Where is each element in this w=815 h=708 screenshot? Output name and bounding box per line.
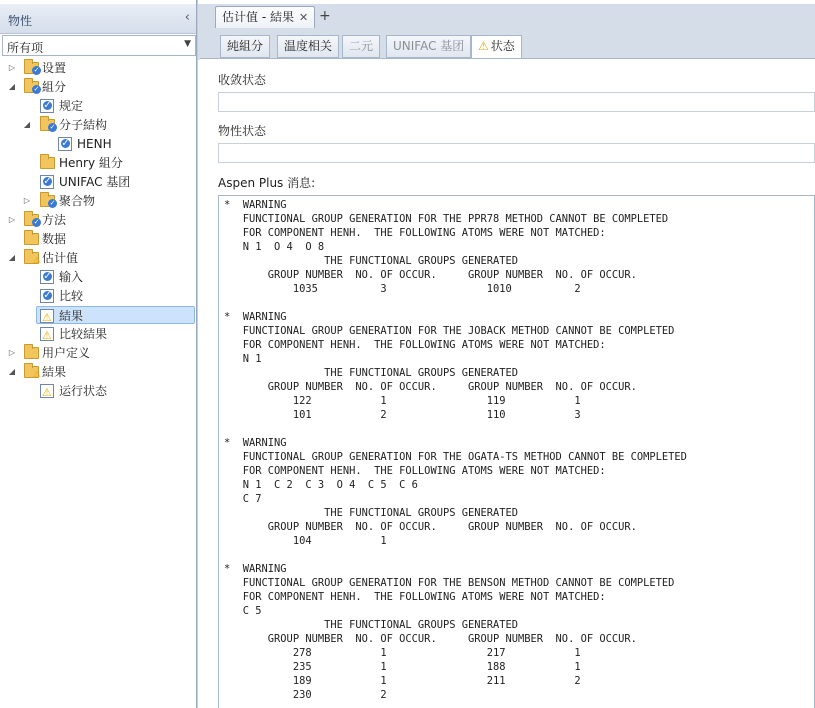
expand-arrow-icon[interactable]: ▷ [23,196,31,205]
folder-icon [24,347,39,359]
tree-item-results-selected[interactable] [36,306,195,324]
tree-item-label: 规定 [59,99,84,113]
collapse-pane-icon[interactable]: ‹ [184,10,190,25]
chevron-down-icon: ▼ [184,39,191,49]
folder-icon [40,157,55,169]
collapse-arrow-icon[interactable]: ◢ [23,120,31,129]
tree-item-label: 运行状态 [59,384,108,398]
tree-item-specifications[interactable] [0,97,196,115]
document-tabstrip [198,4,815,28]
tree-item-henry-components[interactable] [0,154,196,172]
tab-binary[interactable]: 二元 [342,35,380,58]
form-check-icon [40,99,54,113]
tree-item-label: 输入 [59,270,84,284]
tree-item-input[interactable] [0,268,196,286]
property-status-field[interactable] [218,143,815,163]
tree-item-methods[interactable] [0,211,196,229]
collapse-arrow-icon[interactable]: ◢ [8,82,16,91]
tree-item-label: HENH [77,137,112,151]
navigation-filter-dropdown[interactable] [2,35,196,56]
folder-check-icon: ✓ [40,119,55,131]
tree-item-unifac-groups[interactable] [0,173,196,191]
form-check-icon [40,289,54,303]
folder-check-icon: ✓ [24,214,39,226]
form-check-icon [40,270,54,284]
tree-item-estimation[interactable] [0,249,196,267]
messages-textbox[interactable] [218,195,815,708]
navigation-title: 物性 [8,14,33,28]
document-area [198,0,815,708]
document-tab-title: 估计值 - 結果 [222,10,294,24]
navigation-filter-value: 所有项 [7,41,44,55]
tree-item-compare[interactable] [0,287,196,305]
navigation-pane [0,0,197,708]
tree-item-components[interactable] [0,78,196,96]
folder-check-icon: ✓ [24,81,39,93]
tree-item-label: 聚合物 [59,194,96,208]
collapse-arrow-icon[interactable]: ◢ [8,253,16,262]
collapse-arrow-icon[interactable]: ◢ [8,367,16,376]
close-icon[interactable]: ✕ [298,11,309,24]
tab-status[interactable] [471,35,522,59]
tree-item-henh[interactable] [0,135,196,153]
convergence-status-label: 收敛状态 [218,73,267,87]
warning-icon: ⚠ [478,39,489,53]
expand-arrow-icon[interactable]: ▷ [8,348,16,357]
tree-item-results-folder[interactable] [0,363,196,381]
messages-text: * WARNING FUNCTIONAL GROUP GENERATION FOR THE PPR78 METHOD CANNOT BE COMPLETED FOR COMPONENT HENH. THE FOLLOWING ATOMS WERE NOT MATCHED: N 1 O 4 O 8 THE FUNCTIONAL GROUPS GENERATED GROUP NUMBER NO. OF OCCUR. GROUP NUMBER NO. OF OCCUR. 1035 3 1010 2 * WARNING FUNCTIONAL GROUP GENERATION FOR THE JOBACK METHOD CANNOT BE COMPLETED FOR COMPONENT HENH. THE FOLLOWING ATOMS WERE NOT MATCHED: N 1 THE FUNCTIONAL GROUPS GENERATED GROUP NUMBER NO. OF OCCUR. GROUP NUMBER NO. OF OCCUR. 122 1 119 1 101 2 110 3 * WARNING FUNCTIONAL GROUP GENERATION FOR THE OGATA-TS METHOD CANNOT BE COMPLETED FOR COMPONENT HENH. THE FOLLOWING ATOMS WERE NOT MATCHED: N 1 C 2 C 3 O 4 C 5 C 6 C 7 THE FUNCTIONAL GROUPS GENERATED GROUP NUMBER NO. OF OCCUR. GROUP NUMBER NO. OF OCCUR. 104 1 * WARNING FUNCTIONAL GROUP GENERATION FOR THE BENSON METHOD CANNOT BE COMPLETED FOR COMPONENT HENH. THE FOLLOWING ATOMS WERE NOT MATCHED: C 5 THE FUNCTIONAL GROUPS GENERATED GROUP NUMBER NO. OF OCCUR. GROUP NUMBER NO. OF OCCUR. 278 1 217 1 235 1 188 1 189 1 211 2 230 2 [224,199,687,701]
tab-pure-components[interactable]: 純組分 [220,35,270,58]
folder-warning-icon: ⚠ [24,366,39,378]
form-check-icon [40,175,54,189]
tree-item-label: 方法 [42,213,67,227]
form-warning-icon [40,309,54,323]
tab-temperature-dependent[interactable]: 温度相关 [277,35,339,58]
tree-item-label: 比较結果 [59,327,108,341]
tree-item-molecular-structure[interactable] [0,116,196,134]
messages-label: Aspen Plus 消息: [218,176,316,190]
tree-item-label: 数据 [42,232,67,246]
tree-item-label: 比较 [59,289,84,303]
form-check-icon [58,137,72,151]
new-tab-icon[interactable]: + [319,8,331,24]
tree-item-user-defined[interactable] [0,344,196,362]
form-warning-icon [40,327,54,341]
expand-arrow-icon[interactable]: ▷ [8,215,16,224]
status-form [200,58,815,708]
folder-check-icon: ✓ [24,62,39,74]
tree-item-label: 結果 [42,365,67,379]
convergence-status-field[interactable] [218,92,815,112]
tab-unifac-groups[interactable]: UNIFAC 基团 [386,35,471,58]
tree-item-data[interactable] [0,230,196,248]
navigation-header [0,4,196,34]
tree-item-label: 結果 [59,309,84,323]
tree-item-label: 设置 [42,61,67,75]
form-warning-icon [40,384,54,398]
document-tab[interactable] [215,6,315,28]
tree-item-label: 用户定义 [42,346,91,360]
tab-status-label: 状态 [490,39,515,53]
tree-item-polymers[interactable] [0,192,196,210]
tree-item-setup[interactable] [0,59,196,77]
folder-icon [24,233,39,245]
property-status-label: 物性状态 [218,124,267,138]
tree-item-label: 估计值 [42,251,79,265]
tree-item-run-status[interactable] [0,382,196,400]
tree-item-label: Henry 組分 [59,156,123,170]
tree-item-label: 分子結构 [59,118,108,132]
tree-item-label: 組分 [42,80,67,94]
tree-item-compare-results[interactable] [0,325,196,343]
expand-arrow-icon[interactable]: ▷ [8,63,16,72]
folder-check-icon: ✓ [40,195,55,207]
tree-item-label: UNIFAC 基团 [59,175,131,189]
folder-warning-icon: ⚠ [24,252,39,264]
